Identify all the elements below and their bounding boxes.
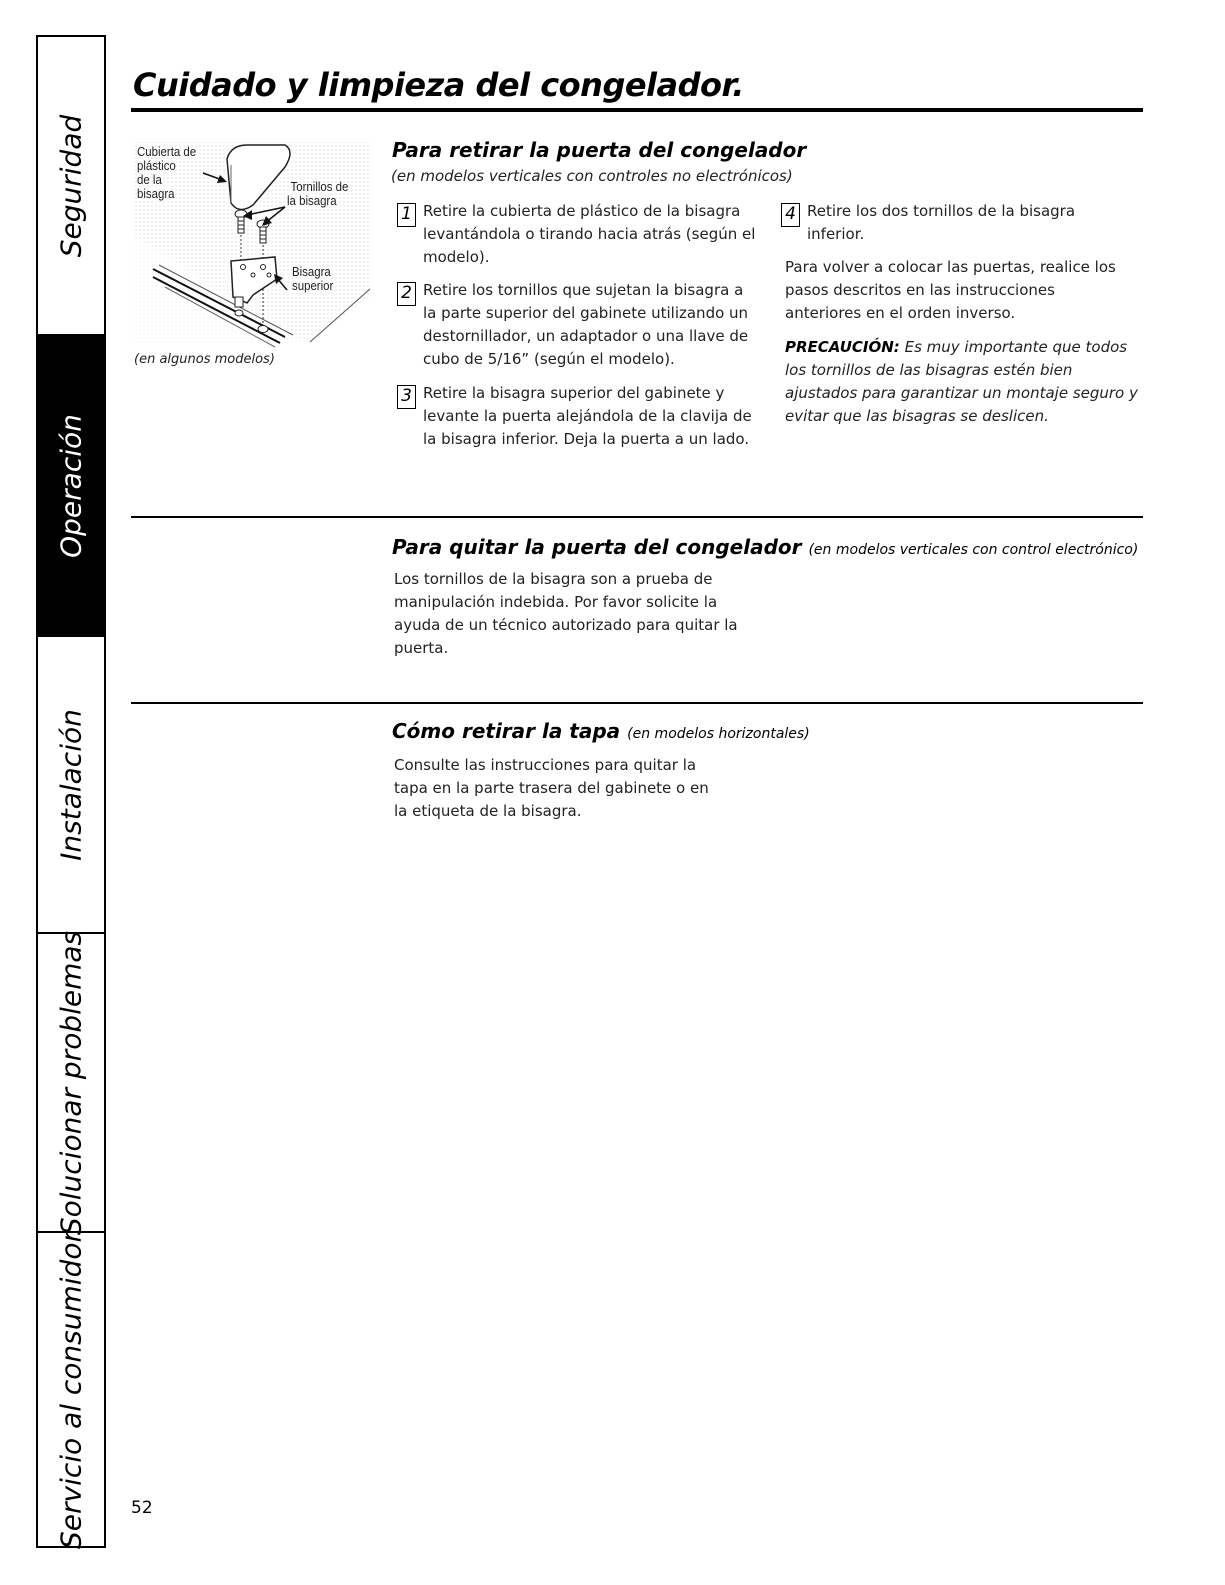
tab-operacion[interactable] <box>38 336 104 637</box>
cover-label-line: bisagra <box>137 186 175 201</box>
screws-label-line: la bisagra <box>287 193 337 208</box>
step-text: Retire los tornillos que sujetan la bisagra a la parte superior del gabinete utilizando un destornillador, un adaptador o una llave de cubo de 5/16” (según el modelo). <box>423 281 749 368</box>
section1-subtitle: (en modelos verticales con controles no electrónicos) <box>391 167 793 185</box>
step-2 <box>397 279 757 371</box>
cover-label <box>137 145 196 201</box>
tab-label: Seguridad <box>54 114 88 257</box>
caution-text: Es muy importante que todos los tornillos de las bisagras estén bien ajustados para garantizar un montaje seguro y evitar que las bisagras se deslicen. <box>785 338 1138 425</box>
tab-label: Solucionar problemas <box>54 930 88 1235</box>
section2-subtitle: (en modelos verticales con control electrónico) <box>808 542 1139 558</box>
caution-label: PRECAUCIÓN: <box>785 338 900 356</box>
section1-heading: Para retirar la puerta del congelador <box>392 138 807 162</box>
reinstall-note: Para volver a colocar las puertas, realice los pasos descritos en las instrucciones anteriores en el orden inverso. <box>785 258 1116 322</box>
tab-solucionar-problemas[interactable] <box>38 930 104 1235</box>
step-4 <box>781 200 1131 246</box>
tab-label: Servicio al consumidor <box>54 1230 88 1549</box>
step-number-badge: 2 <box>397 282 416 306</box>
hinge-label <box>292 265 333 293</box>
section3-subtitle: (en modelos horizontales) <box>627 726 810 742</box>
figure-caption: (en algunos modelos) <box>134 352 275 367</box>
title-rule <box>131 108 1143 112</box>
tab-instalacion[interactable] <box>38 637 104 934</box>
hinge-label-line: superior <box>292 278 334 293</box>
section-divider <box>131 516 1143 518</box>
hinge-illustration <box>135 137 375 357</box>
tab-seguridad[interactable] <box>38 37 104 336</box>
step-3 <box>397 382 757 451</box>
caution-note <box>785 336 1145 428</box>
screws-label <box>287 180 348 208</box>
cover-label-line: de la <box>137 172 162 187</box>
step-text: Retire la bisagra superior del gabinete y levante la puerta alejándola de la clavija de la bisagra inferior. Deja la puerta a un lado. <box>423 384 752 448</box>
cover-label-line: plástico <box>137 158 176 173</box>
section2-body: Los tornillos de la bisagra son a prueba de manipulación indebida. Por favor solicite la ayuda de un técnico autorizado para quitar la puerta. <box>394 570 738 657</box>
section3-heading-text: Cómo retirar la tapa <box>392 719 621 743</box>
section2-heading <box>392 535 1138 559</box>
section2-heading-text: Para quitar la puerta del congelador <box>392 535 802 559</box>
section-tabs <box>36 35 106 1548</box>
tab-label: Instalación <box>54 708 88 861</box>
cover-label-line: Cubierta de <box>137 144 197 159</box>
step-text: Retire la cubierta de plástico de la bisagra levantándola o tirando hacia atrás (según el modelo). <box>423 202 756 266</box>
step-1 <box>397 200 757 269</box>
page-number: 52 <box>131 1498 153 1518</box>
page-title: Cuidado y limpieza del congelador. <box>133 66 744 104</box>
hinge-label-line: Bisagra <box>292 264 331 279</box>
step-number-badge: 1 <box>397 203 416 227</box>
step-number-badge: 3 <box>397 385 416 409</box>
screws-label-line: Tornillos de <box>290 179 349 194</box>
section3-heading <box>392 719 810 743</box>
section3-body: Consulte las instrucciones para quitar la tapa en la parte trasera del gabinete o en la etiqueta de la bisagra. <box>394 756 709 820</box>
section-divider <box>131 702 1143 704</box>
step-number-badge: 4 <box>781 203 800 227</box>
tab-servicio-al-consumidor[interactable] <box>38 1230 104 1549</box>
tab-label: Operación <box>54 413 88 558</box>
step-text: Retire los dos tornillos de la bisagra inferior. <box>807 202 1076 243</box>
